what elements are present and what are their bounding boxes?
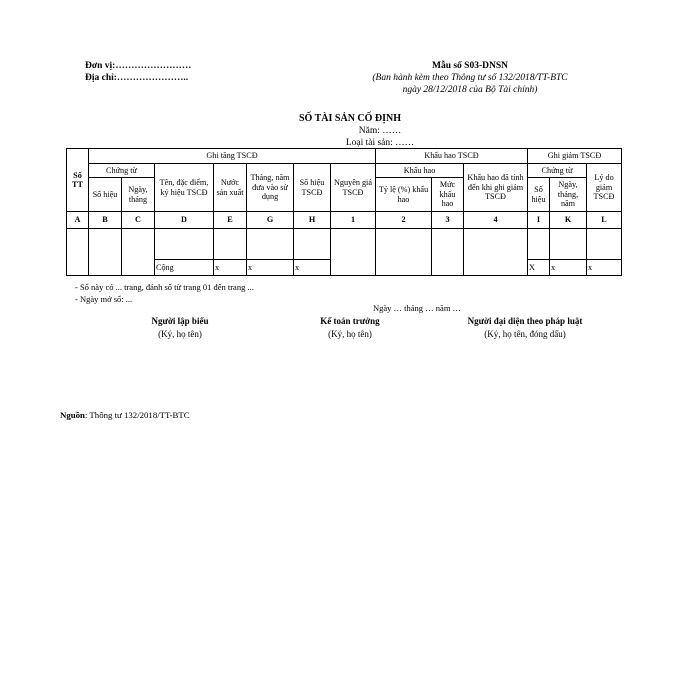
code-cell: L <box>587 212 622 229</box>
note-open-date: - Ngày mở sổ: ... <box>75 294 133 304</box>
col-dec-date: Ngày, tháng, năm <box>550 178 587 212</box>
code-cell: D <box>155 212 214 229</box>
col-dec-number: Số hiệu <box>528 178 550 212</box>
fixed-asset-ledger-table <box>66 148 622 276</box>
issued-line-1: (Ban hành kèm theo Thông tư số 132/2018/TT-BTC <box>372 73 568 83</box>
signature-preparer <box>120 315 240 341</box>
source-label: Nguồn <box>60 410 85 420</box>
legal-rep-title: Người đại diện theo pháp luật <box>467 316 583 326</box>
total-x: x <box>294 260 331 276</box>
empty-cell <box>247 229 294 260</box>
legal-rep-note: (Ký, họ tên, đóng dấu) <box>484 329 566 339</box>
code-cell: 1 <box>331 212 376 229</box>
preparer-title: Người lập biểu <box>151 316 209 326</box>
group-decrease: Ghi giảm TSCĐ <box>528 149 622 164</box>
empty-cell <box>331 229 376 276</box>
code-cell: C <box>122 212 155 229</box>
col-date: Ngày, tháng <box>122 178 155 212</box>
code-cell: 2 <box>376 212 432 229</box>
asset-type-line: Loại tài sản: …… <box>345 138 415 148</box>
col-rate: Tỷ lệ (%) khấu hao <box>376 178 432 212</box>
signature-accountant <box>290 315 410 341</box>
empty-cell <box>464 229 528 276</box>
total-x: x <box>587 260 622 276</box>
depreciation-sub: Khấu hao <box>376 164 464 178</box>
empty-cell <box>432 229 464 276</box>
signature-legal-rep <box>430 315 620 341</box>
code-cell: I <box>528 212 550 229</box>
empty-cell <box>550 229 587 260</box>
total-x: x <box>247 260 294 276</box>
empty-cell <box>89 229 122 276</box>
empty-cell <box>214 229 247 260</box>
total-x: x <box>214 260 247 276</box>
unit-label: Đơn vị:…………………… <box>85 61 192 71</box>
page-title: SỐ TÀI SẢN CỐ ĐỊNH <box>298 113 402 124</box>
code-cell: 3 <box>432 212 464 229</box>
preparer-note: (Ký, họ tên) <box>158 329 202 339</box>
group-increase: Ghi tăng TSCĐ <box>89 149 376 164</box>
header-unit-block <box>85 60 191 84</box>
col-asset-code: Số hiệu TSCĐ <box>294 164 331 212</box>
code-row <box>67 212 622 229</box>
code-cell: H <box>294 212 331 229</box>
data-row <box>67 229 622 260</box>
source-text: : Thông tư 132/2018/TT-BTC <box>84 410 190 420</box>
col-number: Số hiệu <box>89 178 122 212</box>
col-stt: Số TT <box>67 149 89 212</box>
note-pages: - Sổ này có ... trang, đánh số từ trang 01 đến trang ... <box>75 282 254 292</box>
col-name: Tên, đặc điểm, ký hiệu TSCĐ <box>155 164 214 212</box>
header-form-block <box>350 60 590 96</box>
empty-cell <box>376 229 432 276</box>
total-x: X <box>528 260 550 276</box>
col-accum-dep: Khấu hao đã tính đến khi ghi giảm TSCĐ <box>464 164 528 212</box>
accountant-title: Kế toán trưởng <box>320 316 380 326</box>
code-cell: G <box>247 212 294 229</box>
code-cell: B <box>89 212 122 229</box>
empty-cell <box>528 229 550 260</box>
total-x: x <box>550 260 587 276</box>
code-cell: A <box>67 212 89 229</box>
accountant-note: (Ký, họ tên) <box>328 329 372 339</box>
code-cell: E <box>214 212 247 229</box>
col-reason: Lý do giảm TSCĐ <box>587 164 622 212</box>
form-code: Mẫu số S03-DNSN <box>431 61 508 71</box>
signature-date: Ngày … tháng … năm … <box>373 303 462 313</box>
total-label: Cộng <box>155 260 214 276</box>
col-cost: Nguyên giá TSCĐ <box>331 164 376 212</box>
code-cell: K <box>550 212 587 229</box>
empty-cell <box>155 229 214 260</box>
code-cell: 4 <box>464 212 528 229</box>
empty-cell <box>587 229 622 260</box>
group-depreciation: Khấu hao TSCĐ <box>376 149 528 164</box>
source-line <box>60 410 190 420</box>
notes-block <box>75 281 254 305</box>
voucher-increase: Chứng từ <box>89 164 155 178</box>
voucher-decrease: Chứng từ <box>528 164 587 178</box>
col-country: Nước sản xuất <box>214 164 247 212</box>
header-row-1 <box>67 149 622 164</box>
header-row-2 <box>67 164 622 178</box>
col-dep-amount: Mức khấu hao <box>432 178 464 212</box>
address-label: Địa chỉ:………………….. <box>85 73 189 83</box>
col-month-year: Tháng, năm đưa vào sử dụng <box>247 164 294 212</box>
empty-cell <box>67 229 89 276</box>
title-block <box>0 113 700 149</box>
year-line: Năm: …… <box>358 126 402 136</box>
issued-line-2: ngày 28/12/2018 của Bộ Tài chính) <box>402 85 538 95</box>
empty-cell <box>294 229 331 260</box>
empty-cell <box>122 229 155 276</box>
